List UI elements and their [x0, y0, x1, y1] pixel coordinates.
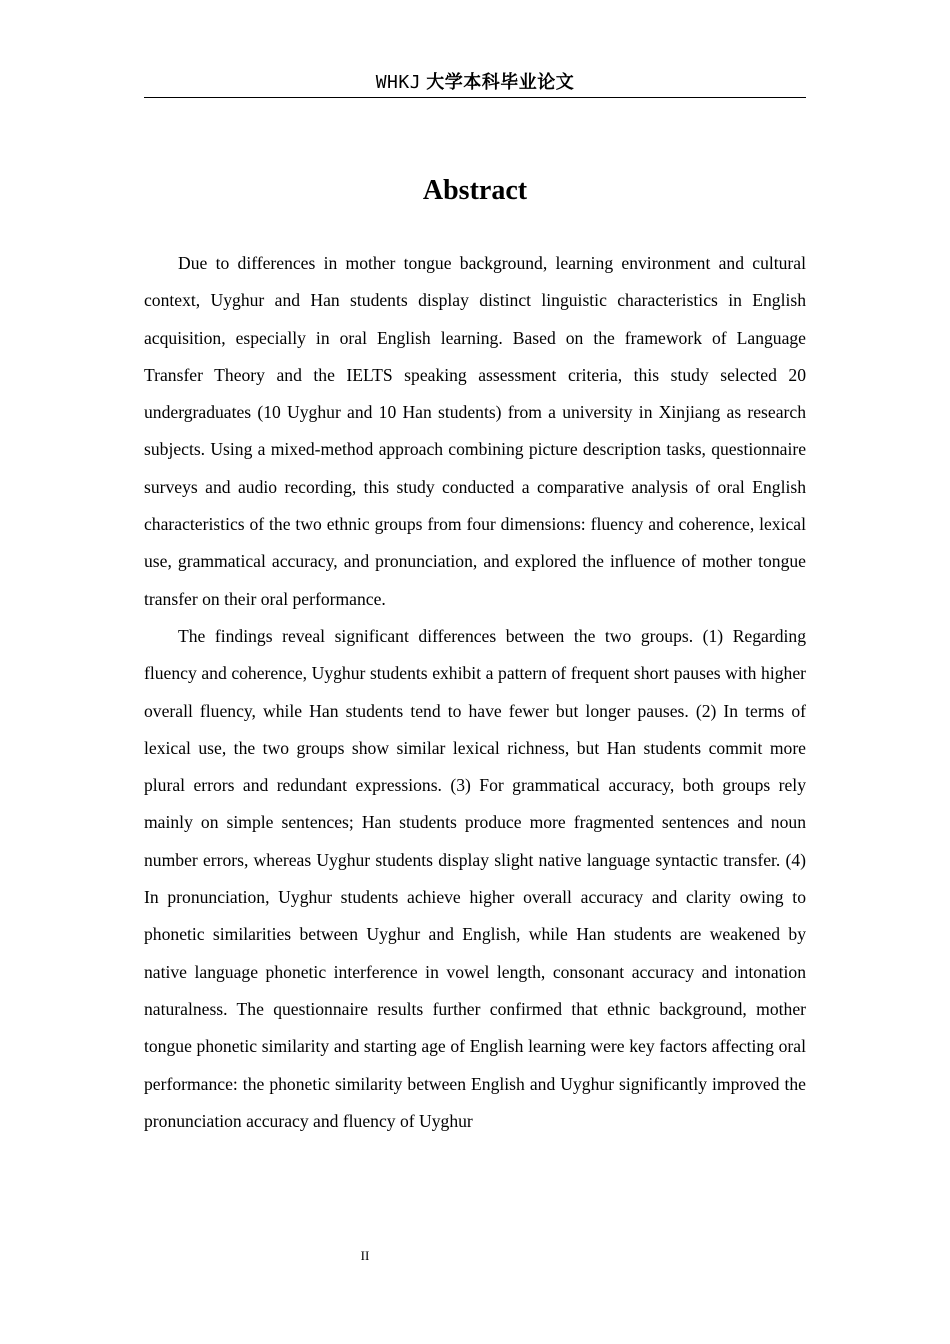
page-header — [144, 68, 806, 98]
abstract-paragraph-1: Due to differences in mother tongue background, learning environment and cultural context, Uyghur and Han students display distinct linguistic characteristics in English acquisition, especially in oral English learning. Based on the framework of Language Transfer Theory and the IELTS speaking assessment criteria, this study selected 20 undergraduates (10 Uyghur and 10 Han students) from a university in Xinjiang as research subjects. Using a mixed-method approach combining picture description tasks, questionnaire surveys and audio recording, this study conducted a comparative analysis of oral English characteristics of the two ethnic groups from four dimensions: fluency and coherence, lexical use, grammatical accuracy, and pronunciation, and explored the influence of mother tongue transfer on their oral performance. — [144, 253, 806, 609]
abstract-title: Abstract — [422, 175, 528, 206]
abstract-paragraph-2: The findings reveal significant differences between the two groups. (1) Regarding fluency and coherence, Uyghur students exhibit a pattern of frequent short pauses with higher overall fluency, while Han students tend to have fewer but longer pauses. (2) In terms of lexical use, the two groups show similar lexical richness, but Han students commit more plural errors and redundant expressions. (3) For grammatical accuracy, both groups rely mainly on simple sentences; Han students produce more fragmented sentences and noun number errors, whereas Uyghur students display slight native language syntactic transfer. (4) In pronunciation, Uyghur students achieve higher overall accuracy and clarity owing to phonetic similarities between Uyghur and English, while Han students are weakened by native language phonetic interference in vowel length, consonant accuracy and intonation naturalness. The questionnaire results further confirmed that ethnic background, mother tongue phonetic similarity and starting age of English learning were key factors affecting oral performance: the phonetic similarity between English and Uyghur significantly improved the pronunciation accuracy and fluency of Uyghur — [144, 625, 806, 1131]
header-title: 大学本科毕业论文 — [426, 72, 575, 93]
page-number: II — [360, 1248, 370, 1263]
abstract-body — [144, 245, 806, 1220]
header-code: WHKJ — [375, 72, 422, 93]
